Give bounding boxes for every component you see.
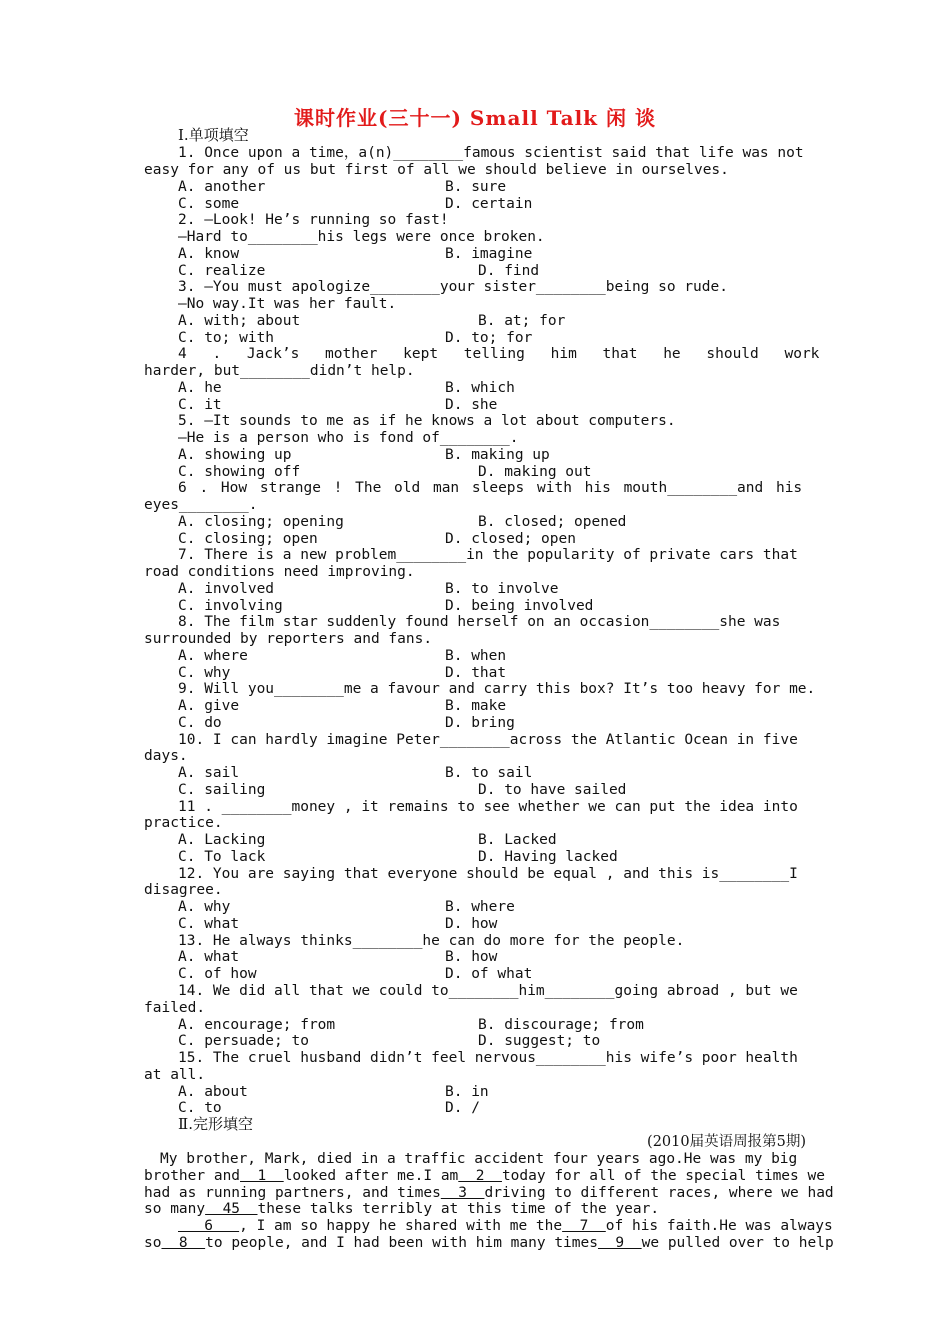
q10-option-a: A. sail — [178, 765, 240, 781]
q10-line2: days. — [144, 748, 188, 764]
q10-option-b: B. to sail — [445, 765, 533, 781]
q15-option-a: A. about — [178, 1084, 248, 1100]
q2-option-b: B. imagine — [445, 246, 533, 262]
q3-option-d: D. to; for — [445, 330, 533, 346]
passage-text: had as running partners, and times — [144, 1185, 441, 1201]
passage-text: to people, and I had been with him many times — [205, 1235, 598, 1251]
q5-option-d: D. making out — [478, 464, 592, 480]
passage-text: driving to different races, where we had — [484, 1185, 834, 1201]
q12-option-d: D. how — [445, 916, 498, 932]
cloze-blank-2: 2 — [458, 1168, 502, 1184]
q4-option-c: C. it — [178, 397, 222, 413]
q6-line2: eyes________. — [144, 497, 258, 513]
q1-option-a: A. another — [178, 179, 266, 195]
q4-option-a: A. he — [178, 380, 222, 396]
cloze-blank-3: 3 — [440, 1185, 485, 1201]
q14-line1: 14. We did all that we could to________him________going abroad , but we — [178, 983, 798, 999]
q12-option-b: B. where — [445, 899, 515, 915]
q4-option-b: B. which — [445, 380, 515, 396]
section-heading-cloze: Ⅱ.完形填空 — [178, 1115, 253, 1133]
q4-line2: harder, but________didn’t help. — [144, 363, 415, 379]
q1-line1: 1. Once upon a time，a(n)________famous scientist said that life was not — [178, 145, 804, 161]
q11-option-b: B. Lacked — [478, 832, 557, 848]
q5-line1: 5. —It sounds to me as if he knows a lot about computers. — [178, 413, 676, 429]
q9-line1: 9. Will you________me a favour and carry this box? It’s too heavy for me. — [178, 681, 816, 697]
q8-line1: 8. The film star suddenly found herself on an occasion________she was — [178, 614, 781, 630]
q12-line1: 12. You are saying that everyone should be equal , and this is________I — [178, 866, 798, 882]
q6-option-a: A. closing; opening — [178, 514, 344, 530]
q5-line2: —He is a person who is fond of________. — [178, 430, 519, 446]
q6-option-c: C. closing; open — [178, 531, 318, 547]
q6-option-d: D. closed; open — [445, 531, 576, 547]
q12-line2: disagree. — [144, 882, 223, 898]
q2-option-d: D. find — [478, 263, 540, 279]
q7-line2: road conditions need improving. — [144, 564, 415, 580]
passage-text: we pulled over to help — [641, 1235, 834, 1251]
question-1-stem — [144, 145, 806, 162]
q4-option-d: D. she — [445, 397, 498, 413]
q12-option-a: A. why — [178, 899, 231, 915]
q13-option-a: A. what — [178, 949, 240, 965]
q14-option-b: B. discourage; from — [478, 1017, 644, 1033]
q8-option-c: C. why — [178, 665, 231, 681]
passage-line3 — [144, 1185, 834, 1202]
cloze-blank-8: 8 — [161, 1235, 206, 1251]
q13-option-b: B. how — [445, 949, 498, 965]
q13-option-d: D. of what — [445, 966, 533, 982]
q9-option-d: D. bring — [445, 715, 515, 731]
q2-line1: 2. —Look! He’s running so fast! — [178, 212, 449, 228]
passage-line5 — [178, 1218, 833, 1235]
cloze-blank-4-5: 45 — [205, 1201, 258, 1217]
passage-text: these talks terribly at this time of the year. — [257, 1201, 660, 1217]
page-title: 课时作业(三十一) Small Talk 闲 谈 — [294, 106, 656, 130]
q7-option-d: D. being involved — [445, 598, 594, 614]
q7-option-a: A. involved — [178, 581, 275, 597]
q6-line1: 6 . How strange ! The old man sleeps with his mouth________and his — [178, 480, 803, 496]
q15-option-c: C. to — [178, 1100, 222, 1116]
q10-option-d: D. to have sailed — [478, 782, 627, 798]
passage-line2 — [144, 1168, 825, 1185]
cloze-blank-7: 7 — [562, 1218, 606, 1234]
q11-option-c: C. To lack — [178, 849, 266, 865]
q3-line1: 3. —You must apologize________your sister________being so rude. — [178, 279, 728, 295]
q11-option-a: A. Lacking — [178, 832, 266, 848]
q1-option-d: D. certain — [445, 196, 533, 212]
source-note: (2010届英语周报第5期) — [647, 1134, 806, 1150]
q12-option-c: C. what — [178, 916, 240, 932]
q14-line2: failed. — [144, 1000, 206, 1016]
passage-text: of his faith.He was always — [605, 1218, 833, 1234]
q8-line2: surrounded by reporters and fans. — [144, 631, 433, 647]
q1-option-b: B. sure — [445, 179, 507, 195]
q10-option-c: C. sailing — [178, 782, 266, 798]
q15-line1: 15. The cruel husband didn’t feel nervous________his wife’s poor health — [178, 1050, 798, 1066]
passage-line6 — [144, 1235, 834, 1252]
q5-option-a: A. showing up — [178, 447, 292, 463]
passage-text: brother and — [144, 1168, 241, 1184]
q8-option-b: B. when — [445, 648, 507, 664]
cloze-blank-9: 9 — [597, 1235, 642, 1251]
cloze-blank-1: 1 — [240, 1168, 284, 1184]
q5-option-b: B. making up — [445, 447, 550, 463]
q7-option-c: C. involving — [178, 598, 283, 614]
q3-option-b: B. at; for — [478, 313, 566, 329]
q2-line2: —Hard to________his legs were once broken. — [178, 229, 545, 245]
q13-line1: 13. He always thinks________he can do more for the people. — [178, 933, 685, 949]
q2-option-a: A. know — [178, 246, 240, 262]
q14-option-c: C. persuade; to — [178, 1033, 309, 1049]
q3-option-a: A. with; about — [178, 313, 301, 329]
section-heading-single-choice: Ⅰ.单项填空 — [178, 126, 249, 144]
q9-option-a: A. give — [178, 698, 240, 714]
q7-line1: 7. There is a new problem________in the popularity of private cars that — [178, 547, 798, 563]
q5-option-c: C. showing off — [178, 464, 301, 480]
q2-option-c: C. realize — [178, 263, 266, 279]
q1-option-c: C. some — [178, 196, 240, 212]
cloze-blank-6: 6 — [178, 1218, 240, 1234]
q8-option-a: A. where — [178, 648, 248, 664]
q7-option-b: B. to involve — [445, 581, 559, 597]
q4-line1: 4 . Jack’s mother kept telling him that he should work — [178, 346, 820, 362]
passage-line1: My brother, Mark, died in a traffic accident four years ago.He was my big — [160, 1151, 798, 1167]
q13-option-c: C. of how — [178, 966, 257, 982]
passage-line4 — [144, 1201, 659, 1218]
q15-option-d: D. / — [445, 1100, 480, 1116]
q11-option-d: D. Having lacked — [478, 849, 618, 865]
q6-option-b: B. closed; opened — [478, 514, 627, 530]
passage-text: today for all of the special times we — [501, 1168, 825, 1184]
q11-line1: 11 . ________money , it remains to see whether we can put the idea into — [178, 799, 798, 815]
passage-text: , I am so happy he shared with me the — [239, 1218, 563, 1234]
q3-line2: —No way.It was her fault. — [178, 296, 397, 312]
q1-line2: easy for any of us but first of all we should believe in ourselves. — [144, 162, 729, 178]
passage-text: so many — [144, 1201, 206, 1217]
q8-option-d: D. that — [445, 665, 507, 681]
q9-option-c: C. do — [178, 715, 222, 731]
q9-option-b: B. make — [445, 698, 507, 714]
q14-option-a: A. encourage; from — [178, 1017, 336, 1033]
q11-line2: practice. — [144, 815, 223, 831]
q14-option-d: D. suggest; to — [478, 1033, 601, 1049]
passage-text: so — [144, 1235, 162, 1251]
q3-option-c: C. to; with — [178, 330, 275, 346]
passage-text: looked after me.I am — [283, 1168, 459, 1184]
q10-line1: 10. I can hardly imagine Peter________across the Atlantic Ocean in five — [178, 732, 798, 748]
q15-option-b: B. in — [445, 1084, 489, 1100]
q15-line2: at all. — [144, 1067, 206, 1083]
